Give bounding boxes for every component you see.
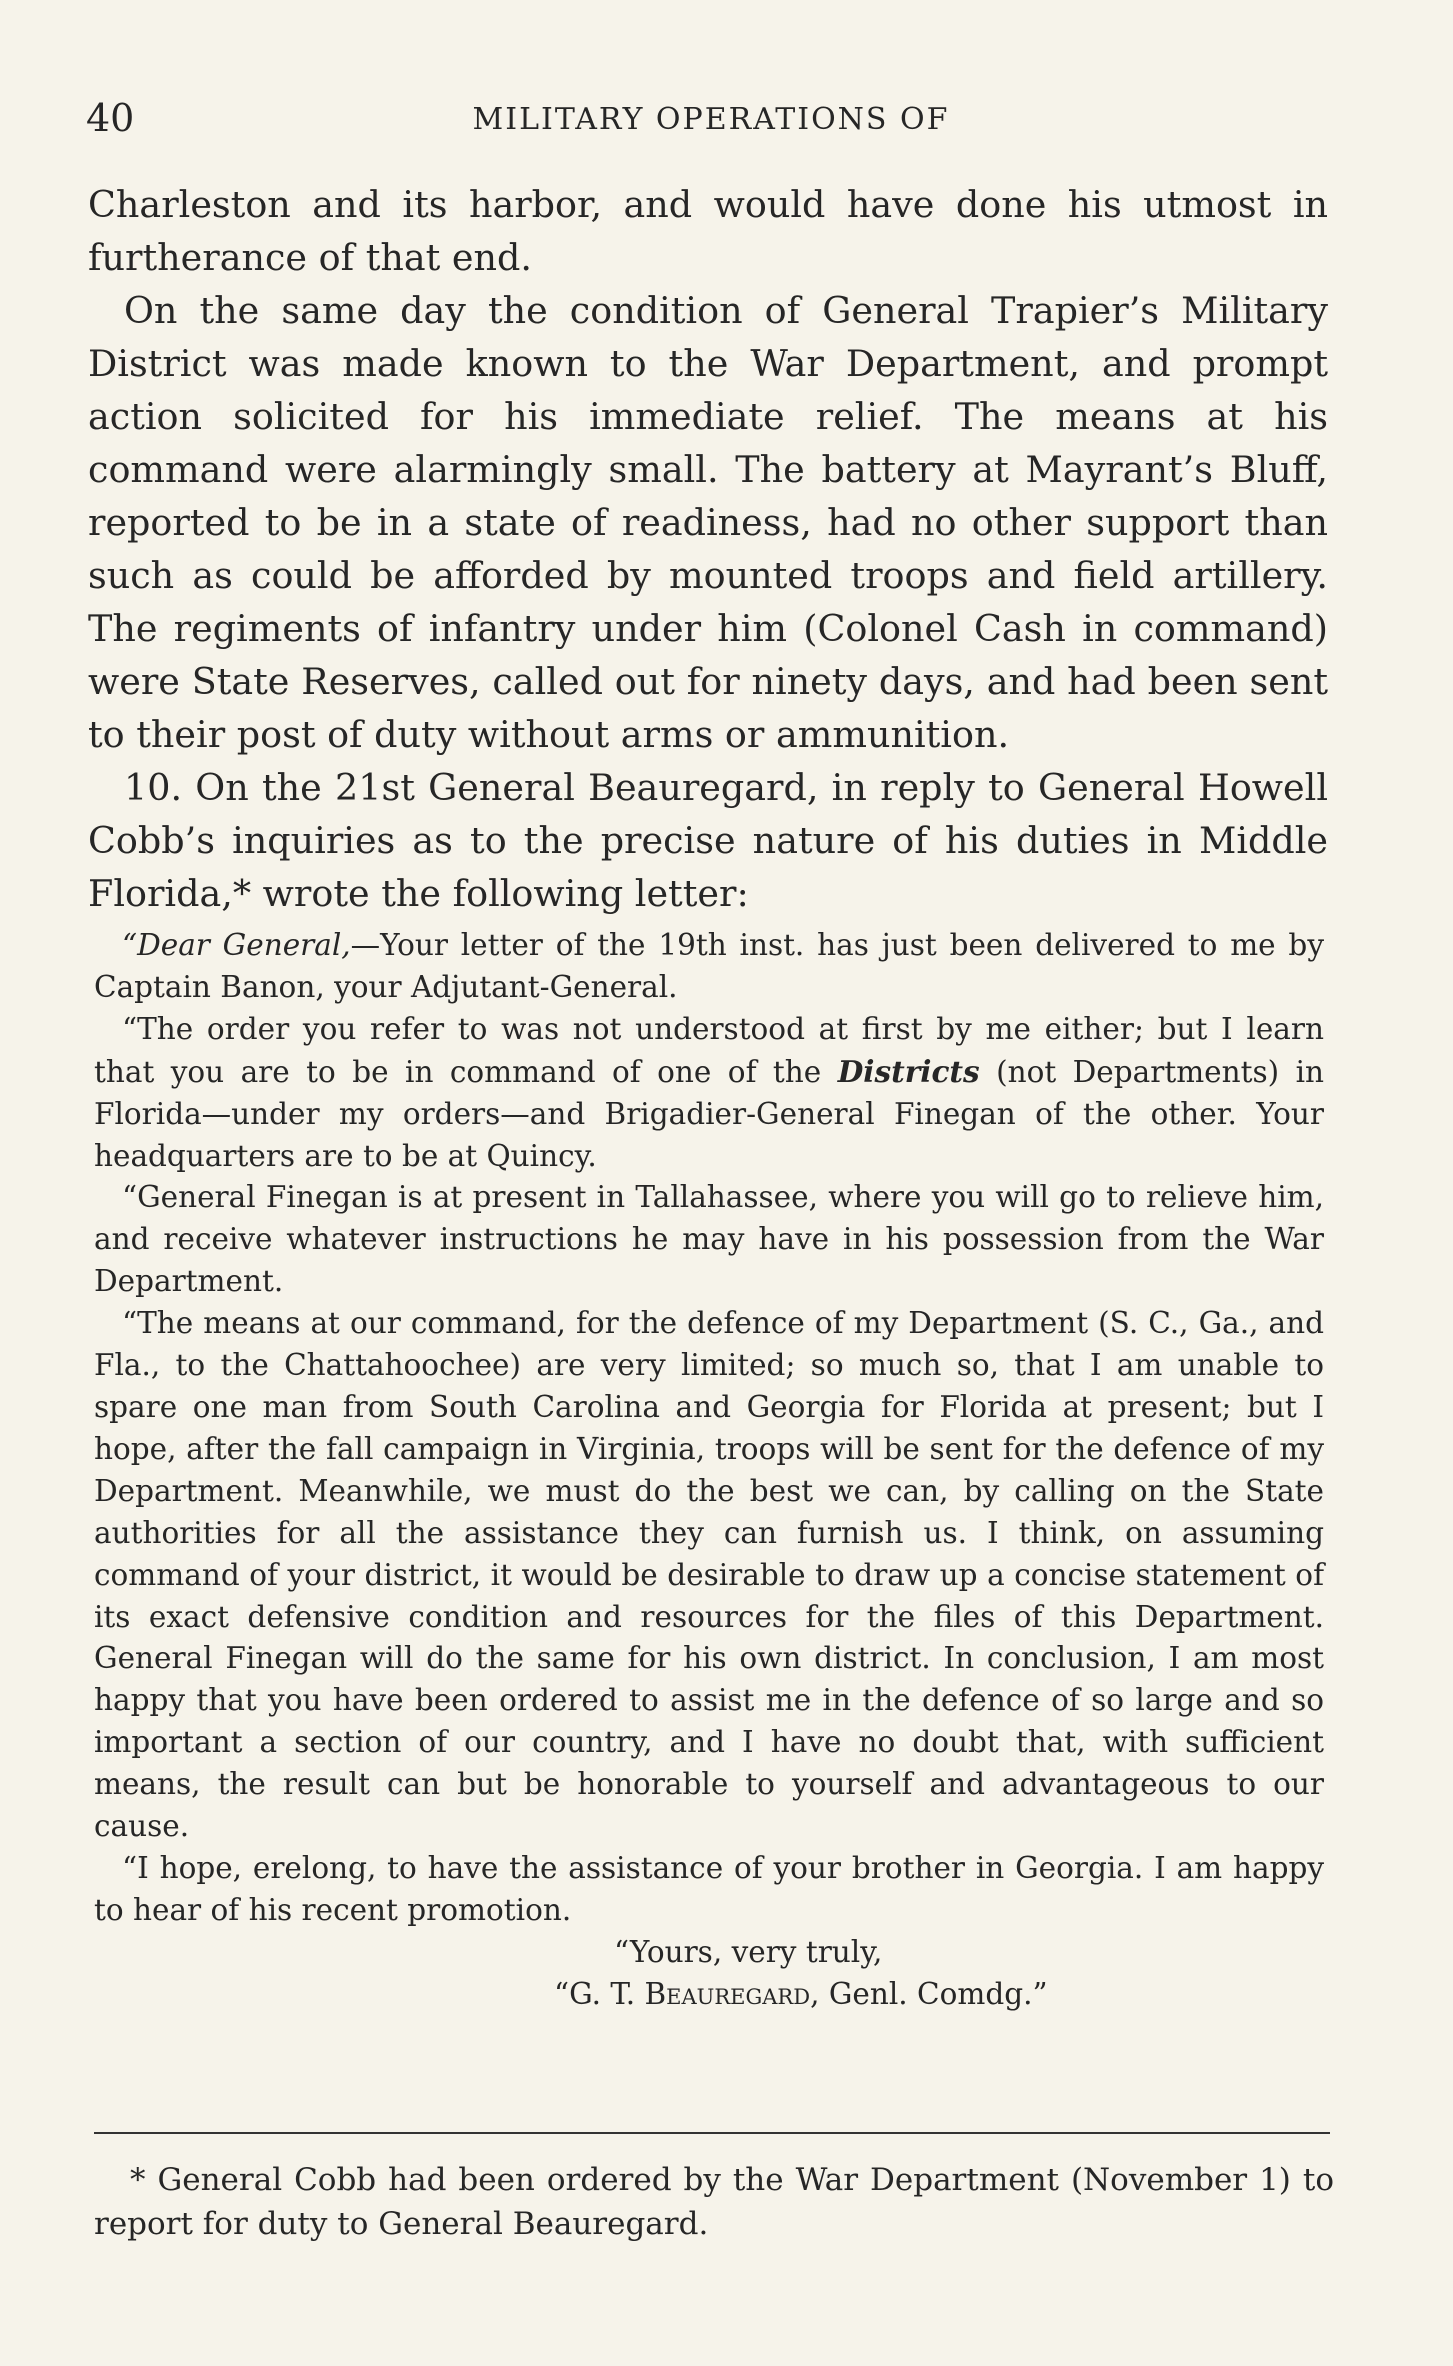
letter-paragraph: “General Finegan is at present in Tallahassee, where you will go to relieve him, and receive whatever instructions he may have in his possession from the War Department.: [94, 1180, 1324, 1299]
page-number: 40: [86, 96, 135, 140]
body-text: [88, 178, 1328, 920]
footnote: [94, 2158, 1334, 2246]
letter-paragraph: “The order you refer to was not understood at first by me either; but I learn that you are to be in command of one of the Districts (not Departments) in Florida—under my orders—and Brigadier-General Finegan of the other. Your headquarters are to be at Quincy.: [94, 1011, 1325, 1173]
running-head: MILITARY OPERATIONS OF: [472, 102, 950, 137]
page-header: [86, 96, 1336, 156]
footnote-divider: [94, 2132, 1330, 2134]
letter-paragraph: “I hope, erelong, to have the assistance of your brother in Georgia. I am happy to hear of his recent promotion.: [94, 1850, 1324, 1927]
body-paragraph: 10. On the 21st General Beauregard, in reply to General Howell Cobb’s inquiries as to the precise nature of his duties in Middle Florida,* wrote the following letter:: [88, 766, 1328, 915]
body-paragraph: On the same day the condition of General Trapier’s Military District was made known to the War Department, and prompt action solicited for his immediate relief. The means at his command were alarmingly small. The battery at Mayrant’s Bluff, reported to be in a state of readiness, had no other support than such as could be afforded by mounted troops and field artillery. The regiments of infantry under him (Colonel Cash in command) were State Reserves, called out for ninety days, and had been sent to their post of duty without arms or ammunition.: [88, 289, 1328, 756]
quoted-letter: [94, 925, 1324, 2016]
footnote-text: * General Cobb had been ordered by the War Department (November 1) to report for duty to General Beauregard.: [94, 2162, 1334, 2242]
signature-name: Beauregard: [644, 1976, 811, 2011]
emphasis-districts: Districts: [837, 1053, 980, 1089]
letter-signature: “G. T. Beauregard, Genl. Comdg.”: [554, 1976, 1048, 2011]
letter-paragraph: “The means at our command, for the defence of my Department (S. C., Ga., and Fla., to the Chattahoochee) are very limited; so much so, that I am unable to spare one man from South Carolina and Georgia for Florida at present; but I hope, after the fall campaign in Virginia, troops will be sent for the defence of my Department. Meanwhile, we must do the best we can, by calling on the State authorities for all the assistance they can furnish us. I think, on assuming command of your district, it would be desirable to draw up a concise statement of its exact defensive condition and resources for the files of this Department. General Finegan will do the same for his own district. In conclusion, I am most happy that you have been ordered to assist me in the defence of so large and so important a section of our country, and I have no doubt that, with sufficient means, the result can but be honorable to yourself and advantageous to our cause.: [94, 1306, 1324, 1844]
letter-paragraph: “Dear General,—Your letter of the 19th inst. has just been delivered to me by Captain Banon, your Adjutant-General.: [94, 928, 1324, 1004]
letter-salutation: “Dear General,: [122, 928, 351, 962]
body-paragraph: Charleston and its harbor, and would have done his utmost in furtherance of that end.: [88, 183, 1328, 279]
letter-closing: “Yours, very truly,: [614, 1934, 883, 1969]
